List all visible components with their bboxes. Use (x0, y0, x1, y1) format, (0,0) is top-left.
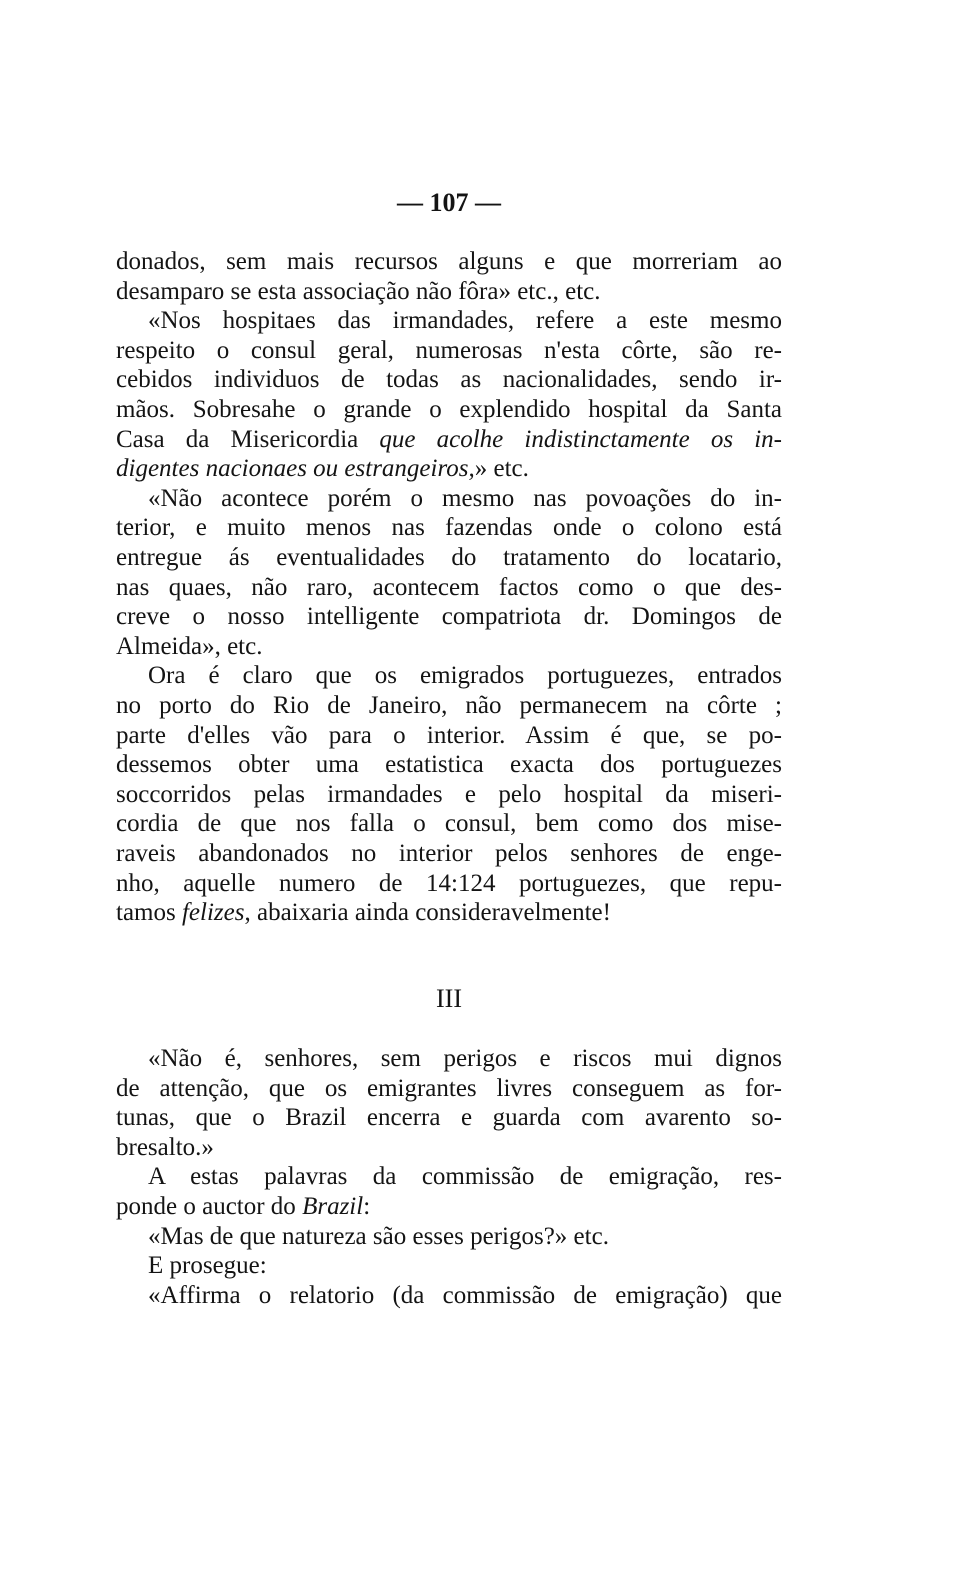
text-span: ponde o auctor do (116, 1193, 303, 1220)
section-heading: III (436, 984, 462, 1013)
text-span: A estas palavras da commissão de emigração, res- (148, 1163, 782, 1190)
text-line (148, 1222, 782, 1252)
page-number: — 107 — (397, 188, 501, 217)
text-line (116, 454, 782, 484)
text-span: nho, aquelle numero de 14:124 portuguezes, que repu- (116, 870, 782, 897)
text-line (148, 661, 782, 691)
text-line (116, 898, 782, 928)
text-line (148, 306, 782, 336)
text-span: raveis abandonados no interior pelos senhores de enge- (116, 840, 782, 867)
text-line (148, 1044, 782, 1074)
text-span: tunas, que o Brazil encerra e guarda com avarento so- (116, 1104, 782, 1131)
text-line (116, 750, 782, 780)
text-line (116, 1103, 782, 1133)
text-line (116, 247, 782, 277)
text-span: Ora é claro que os emigrados portuguezes, entrados (148, 662, 782, 689)
text-line (116, 869, 782, 899)
text-line (148, 1281, 782, 1311)
text-span: «Não é, senhores, sem perigos e riscos mui dignos (148, 1045, 782, 1072)
text-line (116, 277, 782, 307)
text-span: de attenção, que os emigrantes livres conseguem as for- (116, 1075, 782, 1102)
text-line (116, 573, 782, 603)
text-span: E prosegue: (148, 1252, 267, 1279)
text-line (116, 632, 782, 662)
text-span: bresalto.» (116, 1134, 214, 1161)
text-span: cordia de que nos falla o consul, bem como dos mise- (116, 810, 782, 837)
text-line (116, 543, 782, 573)
text-line (116, 425, 782, 455)
italic-text: Brazil (302, 1193, 364, 1220)
text-span: tamos (116, 899, 182, 926)
text-span: entregue ás eventualidades do tratamento do locatario, (116, 544, 782, 571)
text-span: «Nos hospitaes das irmandades, refere a este mesmo (148, 307, 782, 334)
italic-text: felizes (181, 899, 245, 926)
text-line (116, 395, 782, 425)
text-line (116, 780, 782, 810)
text-line (116, 336, 782, 366)
text-line (116, 691, 782, 721)
text-span: parte d'elles vão para o interior. Assim é que, se po- (116, 722, 782, 749)
text-span: : (363, 1193, 371, 1220)
text-span: creve o nosso intelligente compatriota dr. Domingos de (116, 603, 782, 630)
text-span: mãos. Sobresahe o grande o explendido hospital da Santa (116, 396, 782, 423)
text-line (116, 602, 782, 632)
text-span: terior, e muito menos nas fazendas onde o colono está (116, 514, 782, 541)
text-span: Almeida», etc. (116, 633, 263, 660)
italic-text: digentes nacionaes ou estrangeiros, (116, 455, 475, 482)
text-line (116, 809, 782, 839)
text-span: Casa da Misericordia (116, 426, 380, 453)
text-line (116, 1074, 782, 1104)
text-line (116, 839, 782, 869)
text-span: no porto do Rio de Janeiro, não permanecem na côrte ; (116, 692, 782, 719)
text-span: soccorridos pelas irmandades e pelo hospital da miseri- (116, 781, 782, 808)
text-line (148, 484, 782, 514)
text-line (116, 365, 782, 395)
text-span: » etc. (474, 455, 529, 482)
text-span: desamparo se esta associação não fôra» etc., etc. (116, 278, 601, 305)
text-line (116, 1192, 782, 1222)
text-span: «Não acontece porém o mesmo nas povoações do in- (148, 485, 782, 512)
text-line (116, 721, 782, 751)
text-span: «Mas de que natureza são esses perigos?» etc. (148, 1223, 609, 1250)
text-line (116, 513, 782, 543)
text-span: donados, sem mais recursos alguns e que morreriam ao (116, 248, 782, 275)
text-span: dessemos obter uma estatistica exacta dos portuguezes (116, 751, 782, 778)
text-span: respeito o consul geral, numerosas n'esta côrte, são re- (116, 337, 782, 364)
text-line (148, 1162, 782, 1192)
text-span: nas quaes, não raro, acontecem factos como o que des- (116, 574, 782, 601)
text-line (116, 1133, 782, 1163)
text-span: «Affirma o relatorio (da commissão de emigração) que (148, 1282, 782, 1309)
text-span: , abaixaria ainda consideravelmente! (244, 899, 611, 926)
text-span: cebidos individuos de todas as nacionalidades, sendo ir- (116, 366, 782, 393)
text-line (148, 1251, 782, 1281)
italic-text: que acolhe indistinctamente os in- (379, 426, 782, 453)
